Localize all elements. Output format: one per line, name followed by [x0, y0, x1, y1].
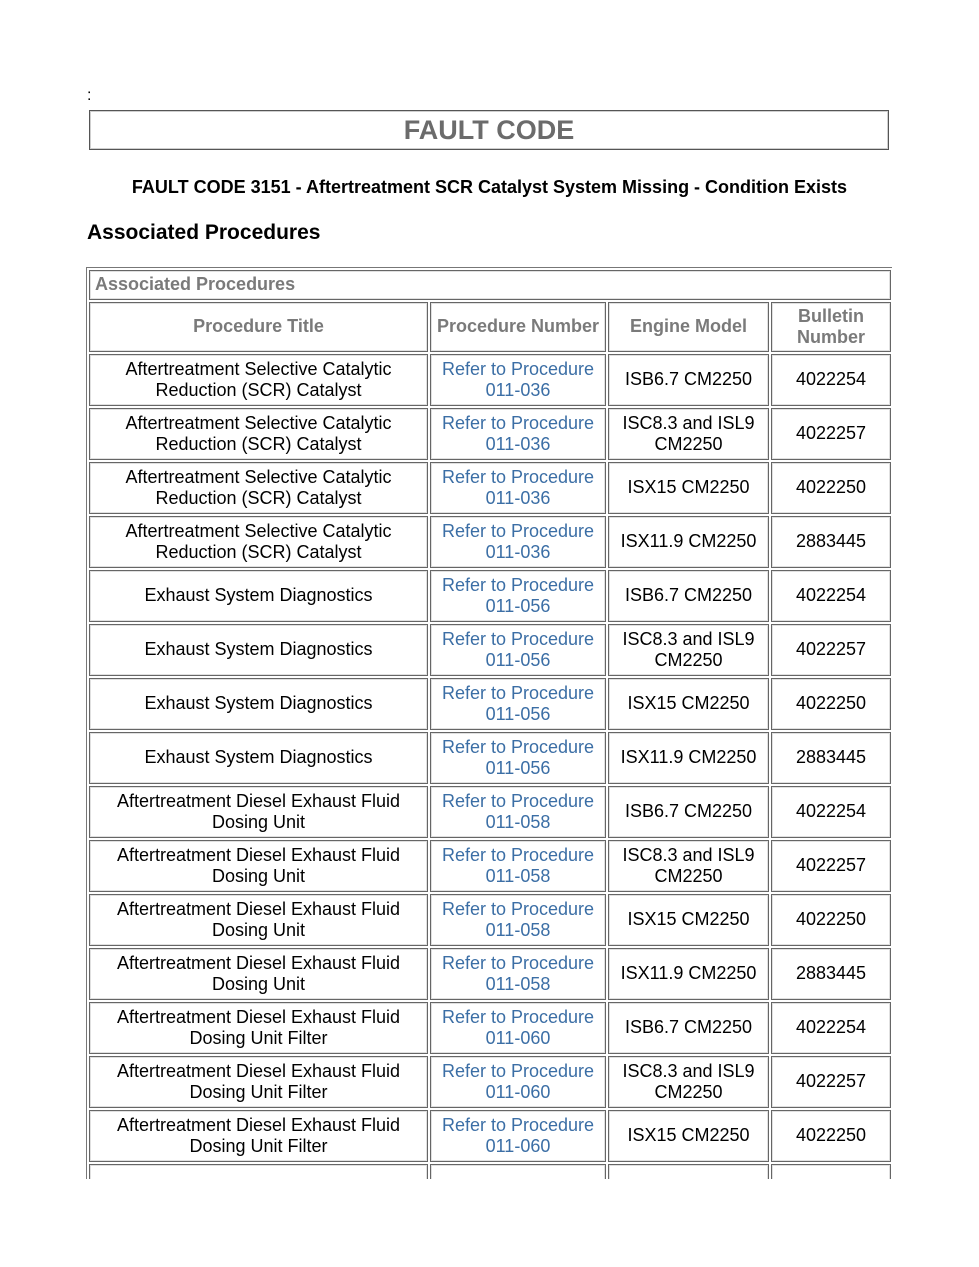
procedure-title-cell: Exhaust System Diagnostics: [89, 732, 428, 784]
table-row: [89, 1110, 891, 1162]
procedure-title-cell: Exhaust System Diagnostics: [89, 624, 428, 676]
procedures-table: [86, 267, 892, 1179]
bulletin-number-cell: 4022250: [771, 678, 891, 730]
engine-model-cell: ISX15 CM2250: [608, 1110, 769, 1162]
procedure-link[interactable]: Refer to Procedure 011-060: [430, 1110, 606, 1162]
procedure-title-cell: Aftertreatment Diesel Exhaust Fluid Dosing Unit Filter: [89, 1056, 428, 1108]
procedure-title-cell: Aftertreatment Selective Catalytic Reduction (SCR) Catalyst: [89, 408, 428, 460]
bulletin-number-cell: 4022250: [771, 1110, 891, 1162]
table-row: [89, 786, 891, 838]
table-row: [89, 570, 891, 622]
bulletin-number-cell: 4022254: [771, 786, 891, 838]
procedure-title-cell: Aftertreatment Diesel Exhaust Fluid Dosing Unit: [89, 894, 428, 946]
fault-code-banner: [89, 110, 889, 150]
table-row: [89, 678, 891, 730]
header-engine-model: Engine Model: [608, 302, 769, 352]
table-row: [89, 1056, 891, 1108]
engine-model-cell: ISC8.3 and ISL9 CM2250: [608, 624, 769, 676]
table-row: [89, 462, 891, 514]
bulletin-number-cell: 4022254: [771, 354, 891, 406]
engine-model-cell: ISB6.7 CM2250: [608, 786, 769, 838]
bulletin-number-cell: 2883445: [771, 516, 891, 568]
section-heading: Associated Procedures: [87, 221, 321, 244]
procedure-title-cell: Aftertreatment Diesel Exhaust Fluid Dosing Unit Filter: [89, 1110, 428, 1162]
procedure-title-cell: Aftertreatment Diesel Exhaust Fluid Dosing Unit: [89, 948, 428, 1000]
empty-cell: [89, 1164, 428, 1179]
header-bulletin-number: Bulletin Number: [771, 302, 891, 352]
engine-model-cell: ISC8.3 and ISL9 CM2250: [608, 1056, 769, 1108]
procedure-link[interactable]: Refer to Procedure 011-058: [430, 786, 606, 838]
engine-model-cell: ISX15 CM2250: [608, 462, 769, 514]
procedure-link[interactable]: Refer to Procedure 011-056: [430, 732, 606, 784]
procedure-link[interactable]: Refer to Procedure 011-056: [430, 624, 606, 676]
engine-model-cell: ISX11.9 CM2250: [608, 732, 769, 784]
table-row: [89, 408, 891, 460]
bulletin-number-cell: 4022257: [771, 624, 891, 676]
table-row: [89, 516, 891, 568]
procedure-link[interactable]: Refer to Procedure 011-056: [430, 570, 606, 622]
bulletin-number-cell: 4022257: [771, 1056, 891, 1108]
table-caption: Associated Procedures: [89, 270, 891, 300]
bulletin-number-cell: 4022250: [771, 894, 891, 946]
table-row: [89, 354, 891, 406]
engine-model-cell: ISC8.3 and ISL9 CM2250: [608, 840, 769, 892]
engine-model-cell: ISX11.9 CM2250: [608, 948, 769, 1000]
procedures-table-wrapper: [86, 267, 892, 1179]
bulletin-number-cell: 4022254: [771, 570, 891, 622]
procedure-title-cell: Aftertreatment Diesel Exhaust Fluid Dosing Unit Filter: [89, 1002, 428, 1054]
procedure-title-cell: Aftertreatment Selective Catalytic Reduction (SCR) Catalyst: [89, 516, 428, 568]
table-row: [89, 1164, 891, 1179]
procedure-link[interactable]: Refer to Procedure 011-058: [430, 840, 606, 892]
procedure-link[interactable]: Refer to Procedure 011-060: [430, 1056, 606, 1108]
header-procedure-title: Procedure Title: [89, 302, 428, 352]
procedure-link[interactable]: Refer to Procedure 011-036: [430, 516, 606, 568]
bulletin-number-cell: 2883445: [771, 732, 891, 784]
procedure-link[interactable]: Refer to Procedure 011-058: [430, 948, 606, 1000]
procedure-link[interactable]: Refer to Procedure 011-056: [430, 678, 606, 730]
table-row: [89, 1002, 891, 1054]
engine-model-cell: ISB6.7 CM2250: [608, 570, 769, 622]
fault-code-title: FAULT CODE 3151 - Aftertreatment SCR Catalyst System Missing - Condition Exists: [131, 177, 848, 197]
procedure-link[interactable]: Refer to Procedure 011-058: [430, 894, 606, 946]
procedure-title-cell: Exhaust System Diagnostics: [89, 678, 428, 730]
table-row: [89, 894, 891, 946]
table-row: [89, 624, 891, 676]
bulletin-number-cell: 4022250: [771, 462, 891, 514]
table-row: [89, 840, 891, 892]
bulletin-number-cell: 4022254: [771, 1002, 891, 1054]
empty-cell: [430, 1164, 606, 1179]
procedure-title-cell: Aftertreatment Selective Catalytic Reduction (SCR) Catalyst: [89, 354, 428, 406]
engine-model-cell: ISX15 CM2250: [608, 894, 769, 946]
engine-model-cell: ISB6.7 CM2250: [608, 354, 769, 406]
engine-model-cell: ISX15 CM2250: [608, 678, 769, 730]
empty-cell: [608, 1164, 769, 1179]
empty-cell: [771, 1164, 891, 1179]
engine-model-cell: ISX11.9 CM2250: [608, 516, 769, 568]
table-row: [89, 948, 891, 1000]
procedure-link[interactable]: Refer to Procedure 011-036: [430, 462, 606, 514]
procedure-link[interactable]: Refer to Procedure 011-036: [430, 354, 606, 406]
procedure-title-cell: Aftertreatment Diesel Exhaust Fluid Dosing Unit: [89, 786, 428, 838]
engine-model-cell: ISC8.3 and ISL9 CM2250: [608, 408, 769, 460]
procedure-title-cell: Aftertreatment Diesel Exhaust Fluid Dosing Unit: [89, 840, 428, 892]
table-row: [89, 732, 891, 784]
bulletin-number-cell: 4022257: [771, 840, 891, 892]
procedure-title-cell: Exhaust System Diagnostics: [89, 570, 428, 622]
header-procedure-number: Procedure Number: [430, 302, 606, 352]
page-colon: :: [87, 87, 92, 104]
bulletin-number-cell: 2883445: [771, 948, 891, 1000]
procedure-link[interactable]: Refer to Procedure 011-060: [430, 1002, 606, 1054]
banner-title: FAULT CODE: [403, 114, 575, 145]
procedure-link[interactable]: Refer to Procedure 011-036: [430, 408, 606, 460]
procedure-title-cell: Aftertreatment Selective Catalytic Reduction (SCR) Catalyst: [89, 462, 428, 514]
bulletin-number-cell: 4022257: [771, 408, 891, 460]
engine-model-cell: ISB6.7 CM2250: [608, 1002, 769, 1054]
